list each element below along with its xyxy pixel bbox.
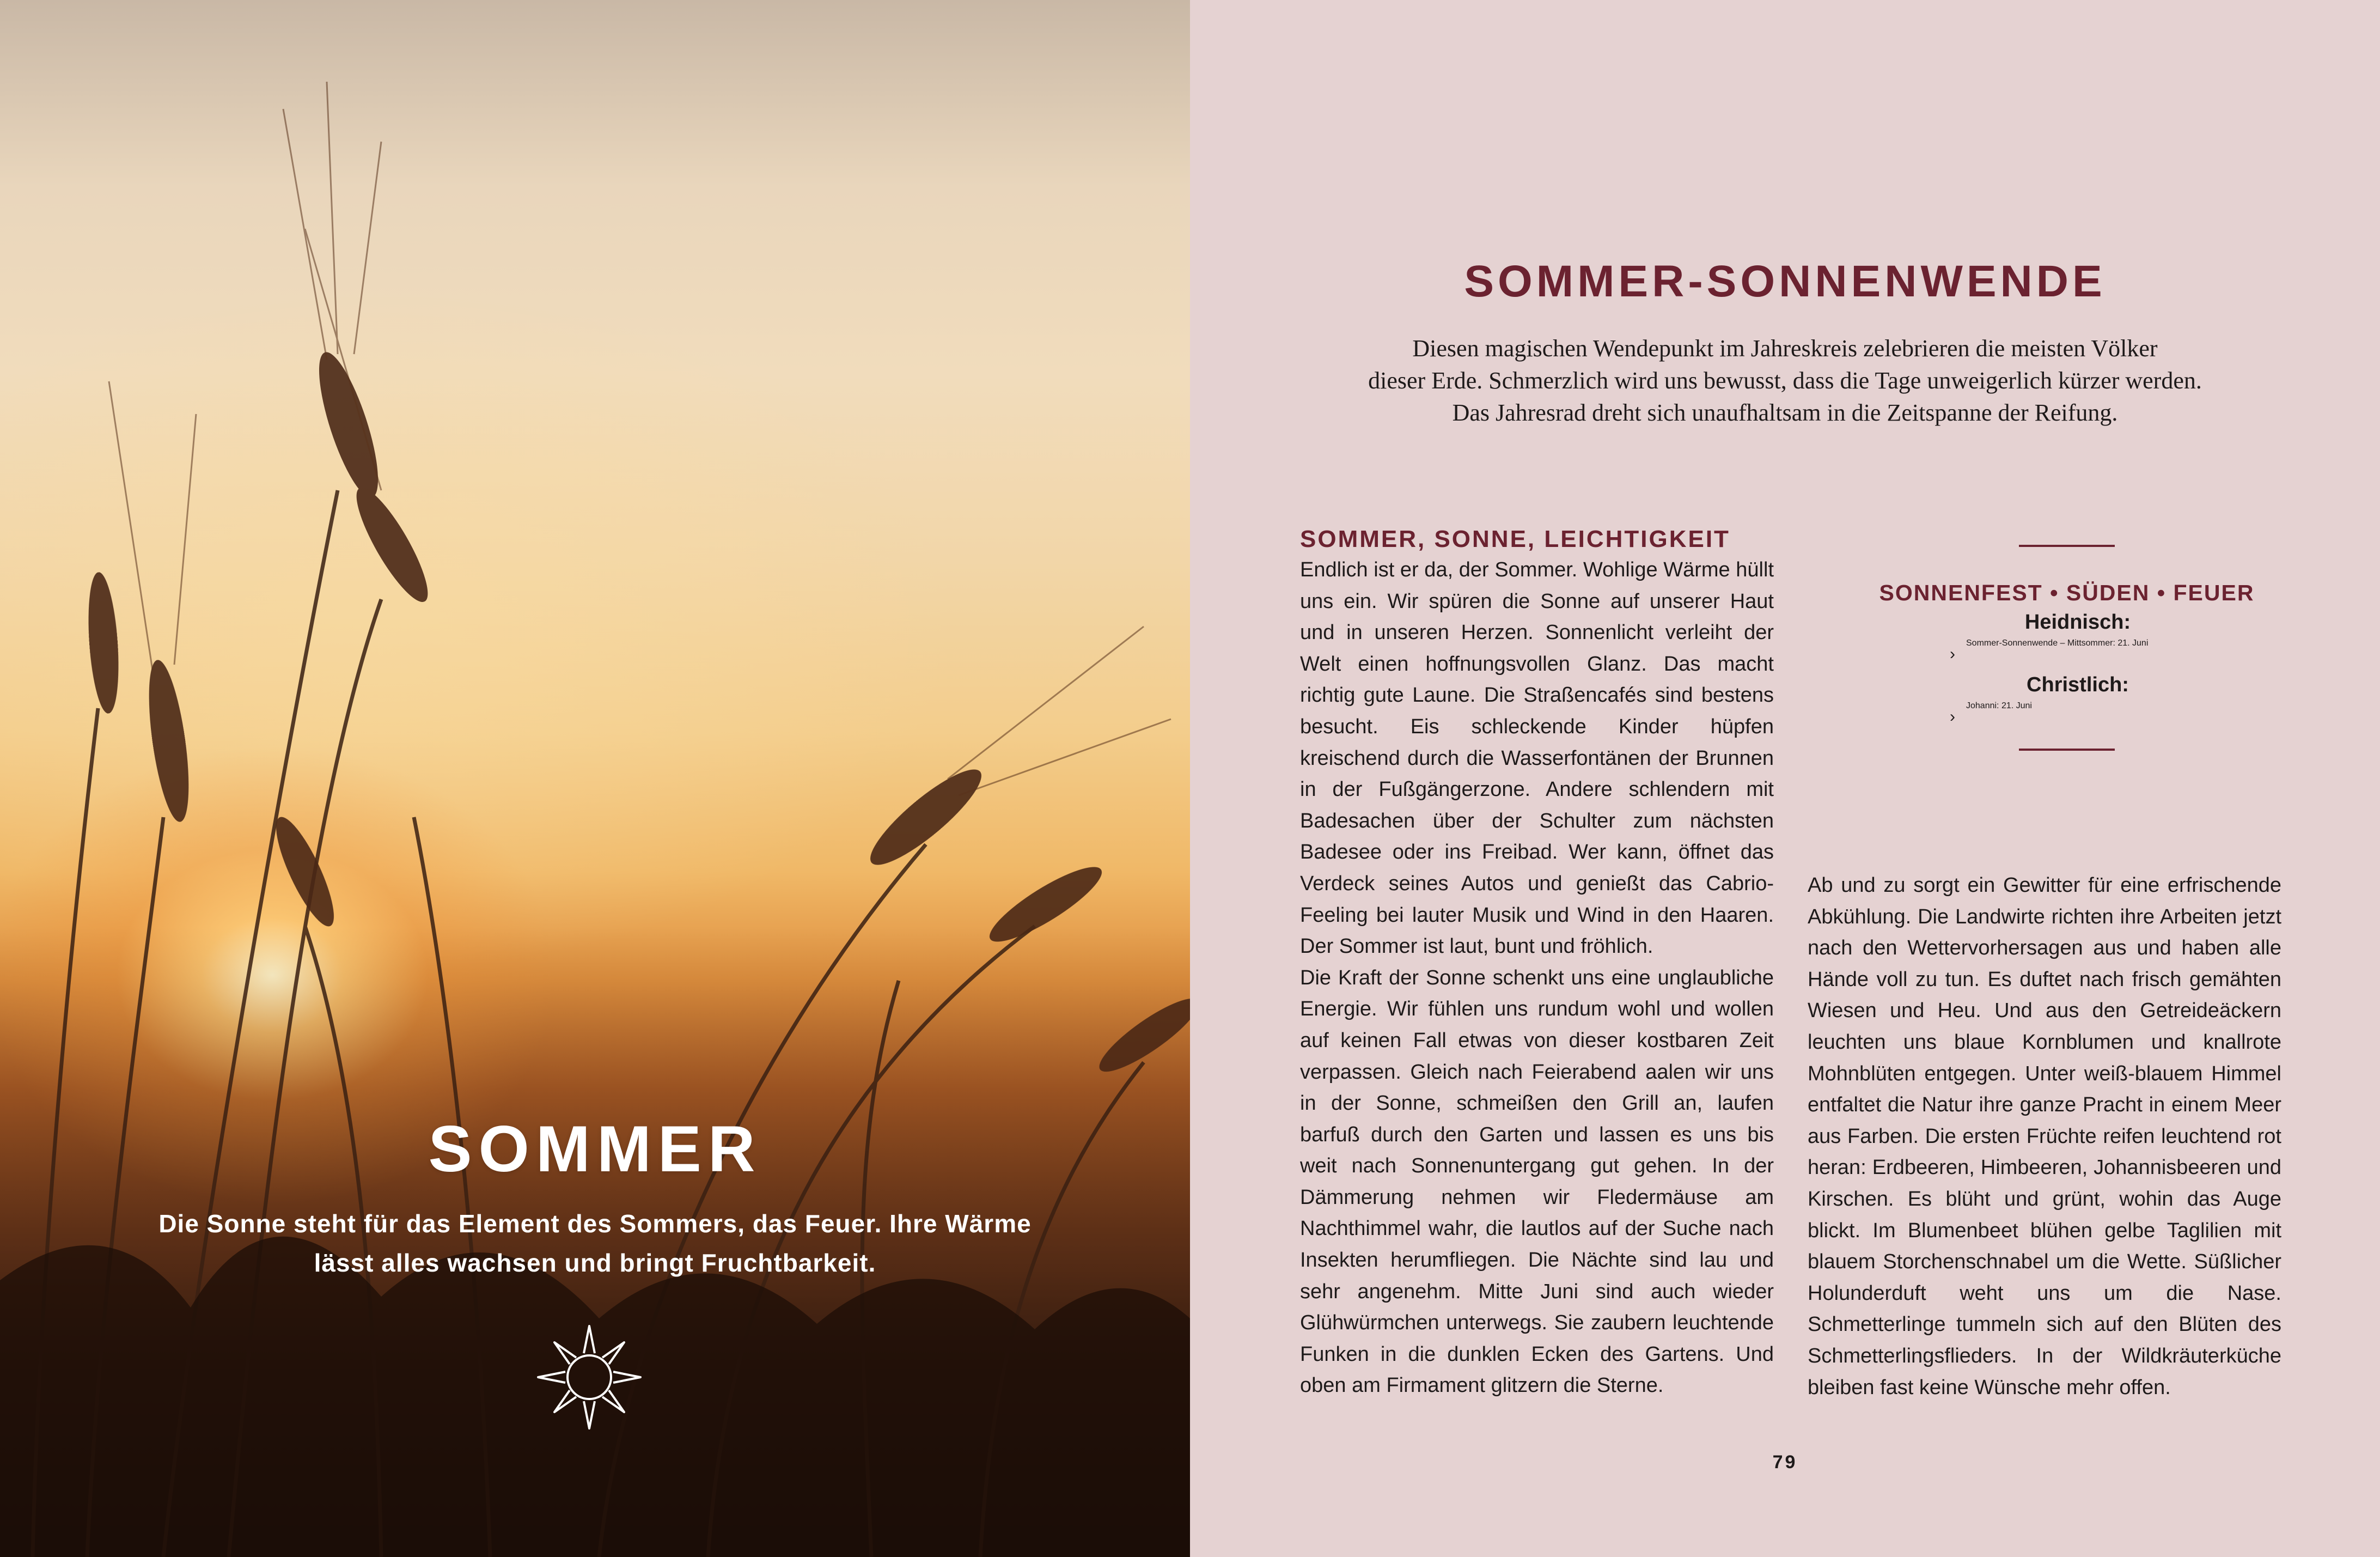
divider-top <box>2019 545 2115 547</box>
info-box <box>1833 545 2301 751</box>
list-item <box>1944 638 2301 670</box>
info-box-title: SONNENFEST • SÜDEN • FEUER <box>1879 580 2255 605</box>
season-subtitle <box>109 1204 1081 1282</box>
right-page <box>1190 0 2380 1557</box>
chevron-right-icon: › <box>1950 707 1955 726</box>
chevron-right-icon: › <box>1950 644 1955 663</box>
season-subtitle-line-2: lässt alles wachsen und bringt Fruchtbarkeit. <box>314 1249 876 1277</box>
paragraph-2: Die Kraft der Sonne schenkt uns eine unglaubliche Energie. Wir fühlen uns rundum wohl und wollen auf keinen Fall etwas von dieser kostbaren Zeit verpassen. Gleich nach Feierabend aalen wir uns in der Sonne, schmeißen den Grill an, laufen barfuß durch den Garten und lassen es uns bis weit nach Sonnenuntergang gut gehen. In der Dämmerung nehmen wir Fledermäuse am Nachthimmel wahr, die lautlos auf der Suche nach Insekten herumfliegen. Die Nächte sind lau und sehr angenehm. Mitte Juni sind auch wieder Glühwürmchen unterwegs. Sie zaubern leuchtende Funken in die dunklen Ecken des Gartens. Und oben am Firmament glitzern die Sterne. <box>1300 966 1774 1397</box>
sun-icon <box>535 1323 644 1432</box>
intro-line: dieser Erde. Schmerzlich wird uns bewusst, dass die Tage unweigerlich kürzer werden. <box>1368 367 2202 394</box>
divider-bottom <box>2019 749 2115 751</box>
right-column <box>1808 870 2281 1403</box>
intro-line: Diesen magischen Wendepunkt im Jahreskreis zelebrieren die meisten Völker <box>1412 335 2158 362</box>
page-number: 79 <box>1772 1452 1798 1473</box>
season-title: SOMMER <box>428 1112 762 1185</box>
paragraph-1: Endlich ist er da, der Sommer. Wohlige Wärme hüllt uns ein. Wir spüren die Sonne auf unserer Haut und in unseren Herzen. Sonnenlicht verleiht der Welt einen hoffnungsvollen Glanz. Das macht richtig gute Laune. Die Straßencafés sind bestens besucht. Eis schleckende Kinder hüpfen kreischend durch die Wasserfontänen der Brunnen in der Fußgängerzone. Andere schlendern mit Badesachen über der Schulter zum nächsten Badesee oder ins Freibad. Wer kann, öffnet das Verdeck seines Autos und genießt das Cabrio-Feeling bei lauter Musik und Wind in den Haaren. Der Sommer ist laut, bunt und fröhlich. <box>1300 558 1774 958</box>
list-item-text: Sommer-Sonnenwende – Mittsommer: 21. Juni <box>1966 638 2149 648</box>
list-item-text: Johanni: 21. Juni <box>1966 701 2032 710</box>
list-item <box>1944 701 2301 733</box>
christian-label: Christlich: <box>2027 673 2129 697</box>
season-subtitle-line-1: Die Sonne steht für das Element des Sommers, das Feuer. Ihre Wärme <box>158 1209 1032 1238</box>
left-column <box>1300 524 1774 1402</box>
page-title: SOMMER-SONNENWENDE <box>1464 257 2106 306</box>
paragraph-3: Ab und zu sorgt ein Gewitter für eine erfrischende Abkühlung. Die Landwirte richten ihre Arbeiten jetzt nach den Wettervorhersagen aus und haben alle Hände voll zu tun. Es duftet nach frisch gemähten Wiesen und Heu. Und aus den Getreideäckern leuchten uns blaue Kornblumen und knallrote Mohnblüten entgegen. Unter weiß-blauem Himmel entfaltet die Natur ihre ganze Pracht in einem Meer aus Farben. Die ersten Früchte reifen leuchtend rot heran: Erdbeeren, Himbeeren, Johannisbeeren und Kirschen. Es blüht und grünt, wohin das Auge blickt. Im Blumenbeet blühen gelbe Taglilien mit blauem Storchenschnabel um die Wette. Süßlicher Holunderduft weht uns um die Nase. Schmetterlinge tummeln sich auf den Blüten des Schmetterlingsflieders. In der Wildkräuterküche bleiben fast keine Wünsche mehr offen. <box>1808 874 2281 1399</box>
pagan-label: Heidnisch: <box>2024 611 2131 634</box>
intro-text <box>1353 332 2217 429</box>
section-title: SOMMER, SONNE, LEICHTIGKEIT <box>1300 526 1730 552</box>
intro-line: Das Jahresrad dreht sich unaufhaltsam in die Zeitspanne der Reifung. <box>1452 399 2118 426</box>
